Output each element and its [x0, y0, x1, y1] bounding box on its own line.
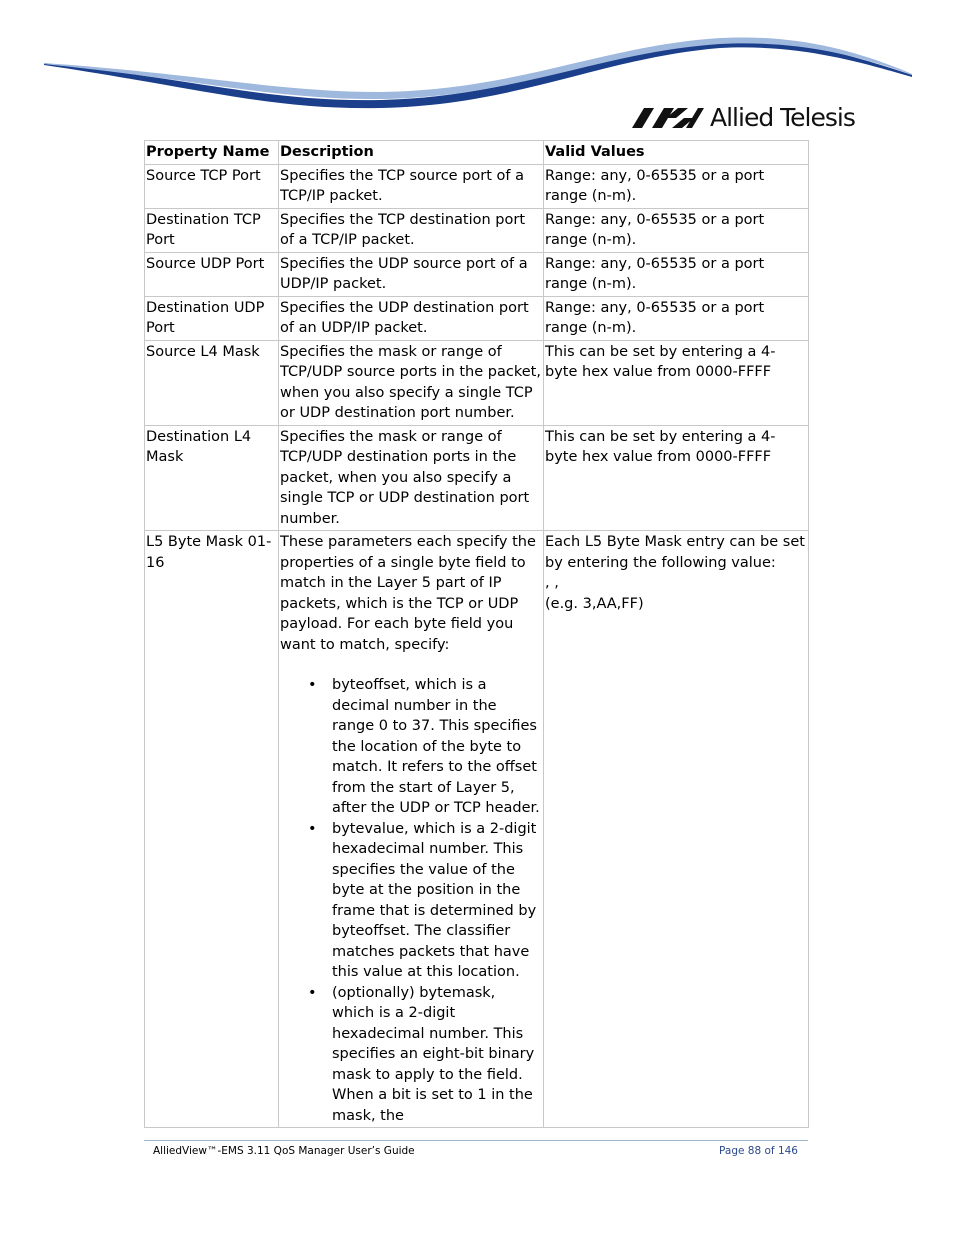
cell-property-name: Source UDP Port [145, 252, 279, 296]
header-swoosh [0, 0, 954, 115]
cell-property-name: Destination UDP Port [145, 296, 279, 340]
cell-property-name: Destination L4 Mask [145, 425, 279, 531]
footer-divider [144, 1140, 808, 1141]
cell-description: Specifies the UDP source port of a UDP/IP packet. [279, 252, 544, 296]
list-item-text: (optionally) bytemask, which is a 2-digit hexadecimal number. This specifies an eight-bit binary mask to apply to the field. When a bit is set to 1 in the mask, the [332, 984, 535, 1124]
table-row [145, 164, 809, 208]
table-row [145, 425, 809, 531]
cell-property-name: Destination TCP Port [145, 208, 279, 252]
table-row [145, 208, 809, 252]
table-row-l5-byte-mask [145, 531, 809, 1128]
cell-description: Specifies the TCP source port of a TCP/IP packet. [279, 164, 544, 208]
cell-valid-values: Range: any, 0-65535 or a port range (n-m). [544, 208, 809, 252]
valid-values-line: Each L5 Byte Mask entry can be set by entering the following value: [545, 534, 805, 571]
list-item [308, 983, 542, 1127]
bullet-icon: • [308, 984, 317, 1001]
cell-description: Specifies the TCP destination port of a TCP/IP packet. [279, 208, 544, 252]
cell-description: Specifies the mask or range of TCP/UDP source ports in the packet, when you also specify a single TCP or UDP destination port number. [279, 340, 544, 425]
list-item [308, 675, 542, 819]
properties-table [144, 140, 809, 1128]
cell-valid-values: Range: any, 0-65535 or a port range (n-m). [544, 296, 809, 340]
cell-property-name: Source TCP Port [145, 164, 279, 208]
l5-parameter-list [280, 675, 542, 1126]
allied-telesis-logo-mark-icon [630, 106, 706, 130]
valid-values-line: , , [545, 575, 559, 591]
cell-description [279, 531, 544, 1128]
cell-valid-values: Range: any, 0-65535 or a port range (n-m). [544, 164, 809, 208]
cell-description: Specifies the mask or range of TCP/UDP destination ports in the packet, when you also specify a single TCP or UDP destination port number. [279, 425, 544, 531]
column-header-description: Description [279, 141, 544, 165]
valid-values-line: (e.g. 3,AA,FF) [545, 595, 644, 612]
cell-description: Specifies the UDP destination port of an UDP/IP packet. [279, 296, 544, 340]
cell-valid-values [544, 531, 809, 1128]
table-row [145, 252, 809, 296]
footer-document-title: AlliedView™-EMS 3.11 QoS Manager User’s Guide [153, 1145, 415, 1157]
table-header-row [145, 141, 809, 165]
bullet-icon: • [308, 677, 317, 693]
column-header-valid-values: Valid Values [544, 141, 809, 165]
bullet-icon: • [308, 820, 317, 837]
allied-telesis-logo [630, 104, 862, 132]
list-item-text: byteoffset, which is a decimal number in the range 0 to 37. This specifies the location of the byte to match. It refers to the offset from the start of Layer 5, after the UDP or TCP header. [332, 677, 540, 816]
cell-property-name: L5 Byte Mask 01-16 [145, 531, 279, 1128]
table-row [145, 296, 809, 340]
list-item [308, 819, 542, 983]
list-item-text: bytevalue, which is a 2-digit hexadecimal number. This specifies the value of the byte at the position in the frame that is determined by byteoffset. The classifier matches packets that have this value at this location. [332, 820, 537, 980]
table-row [145, 340, 809, 425]
cell-valid-values: This can be set by entering a 4-byte hex value from 0000-FFFF [544, 425, 809, 531]
cell-valid-values: Range: any, 0-65535 or a port range (n-m). [544, 252, 809, 296]
l5-description-intro: These parameters each specify the properties of a single byte field to match in the Layer 5 part of IP packets, which is the TCP or UDP payload. For each byte field you want to match, specify: [280, 534, 536, 653]
cell-valid-values: This can be set by entering a 4-byte hex value from 0000-FFFF [544, 340, 809, 425]
column-header-property-name: Property Name [145, 141, 279, 165]
logo-text: Allied Telesis [710, 103, 855, 132]
cell-property-name: Source L4 Mask [145, 340, 279, 425]
footer-page-number: Page 88 of 146 [719, 1145, 798, 1157]
